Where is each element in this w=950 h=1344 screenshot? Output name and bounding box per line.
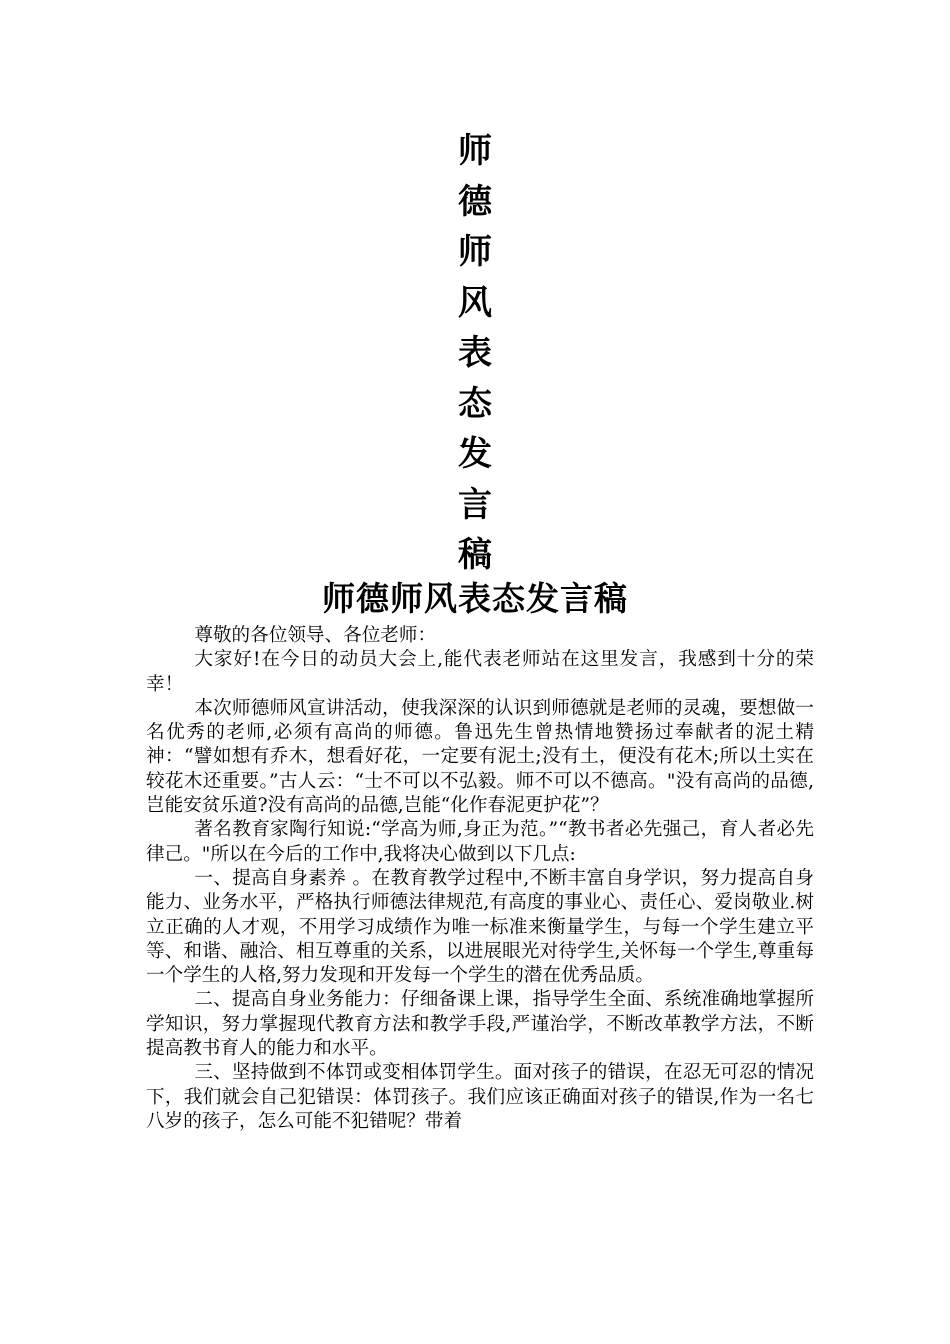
vertical-title	[447, 126, 503, 581]
paragraph-point-three: 三、坚持做到不体罚或变相体罚学生。面对孩子的错误，在忍无可忍的情况下，我们就会自己犯错误：体罚孩子。我们应该正确面对孩子的错误,作为一名七八岁的孩子，怎么可能不犯错呢？带着	[146, 1062, 814, 1132]
vertical-title-char: 风	[458, 282, 492, 323]
paragraph-salutation: 尊敬的各位领导、各位老师：	[194, 625, 437, 646]
document-title: 师德师风表态发言稿	[322, 579, 628, 618]
vertical-title-char: 德	[458, 181, 492, 222]
document-body	[146, 624, 814, 1134]
paragraph-greeting: 大家好!在今日的动员大会上,能代表老师站在这里发言，我感到十分的荣幸！	[146, 649, 814, 695]
vertical-title-char: 表	[458, 333, 492, 373]
paragraph-point-one: 一、提高自身素养 。在教育教学过程中,不断丰富自身学识，努力提高自身能力、业务水平，严格执行师德法律规范,有高度的事业心、责任心、爱岗敬业.树立正确的人才观，不用学习成绩作为唯一标准来衡量学生，与每一个学生建立平等、和谐、融洽、相互尊重的关系，以进展眼光对待学生,关怀每一个学生,尊重每一个学生的人格,努力发现和开发每一个学生的潜在优秀品质。	[146, 867, 814, 987]
paragraph-quote: 著名教育家陶行知说:“学高为师,身正为范。”“教书者必先强己，育人者必先律己。"所以在今后的工作中,我将决心做到以下几点:	[146, 819, 814, 865]
vertical-title-char: 稿	[458, 535, 492, 575]
paragraph-point-two: 二、提高自身业务能力：仔细备课上课，指导学生全面、系统准确地掌握所学知识，努力掌握现代教育方法和教学手段,严谨治学，不断改革教学方法，不断提高教书育人的能力和水平。	[146, 989, 814, 1060]
vertical-title-char: 言	[458, 484, 492, 525]
paragraph-intro: 本次师德师风宣讲活动，使我深深的认识到师德就是老师的灵魂，要想做一名优秀的老师,必须有高尚的师德。鲁迅先生曾热情地赞扬过奉献者的泥土精神：“譬如想有乔木，想看好花，一定要有泥土;没有土，便没有花木;所以土实在较花木还重要。”古人云：“士不可以不弘毅。师不可以不德高。"没有高尚的品德,岂能安贫乐道?没有高尚的品德,岂能“化作春泥更护花”？	[146, 697, 814, 817]
vertical-title-char: 态	[458, 383, 492, 424]
vertical-title-char: 师	[458, 232, 492, 272]
vertical-title-char: 发	[458, 434, 492, 474]
vertical-title-char: 师	[458, 131, 492, 171]
